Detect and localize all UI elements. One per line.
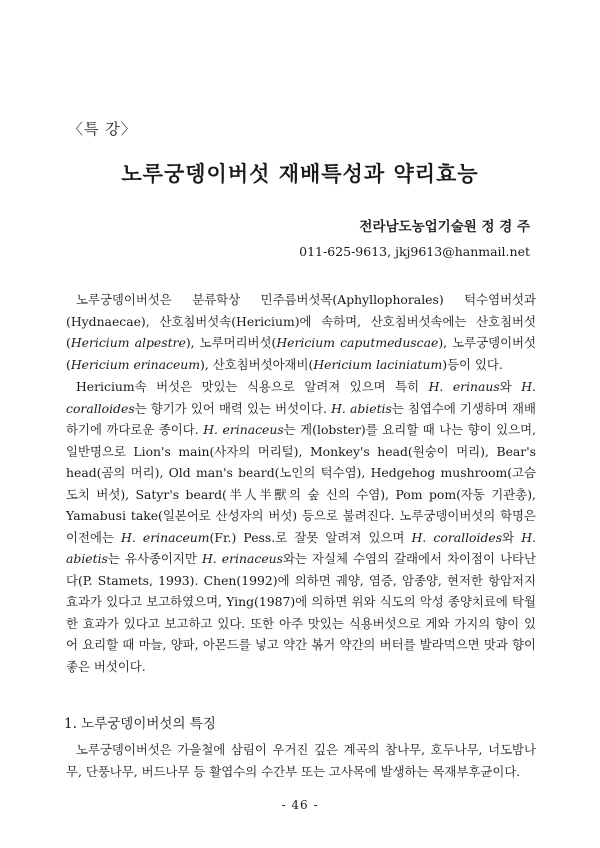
scientific-name: Hericium alpestre bbox=[70, 335, 186, 350]
paragraph-2 bbox=[66, 376, 536, 677]
scientific-name: Hericium laciniatum bbox=[313, 356, 443, 372]
paragraph-text bbox=[66, 376, 536, 677]
section-tag: 〈특 강〉 bbox=[68, 120, 137, 138]
text-run: Hericium속 버섯은 맛있는 식용으로 알려져 있으며 특히 bbox=[76, 379, 429, 394]
scientific-name: H. erinaceus bbox=[201, 551, 283, 566]
text-run: 노루궁뎅이버섯은 가을철에 삼림이 우거진 깊은 계곡의 참나무, 호두나무, 너도밤나무, 단풍나무, 버드나무 등 활엽수의 수간부 또는 고사목에 발생하는 목재부후균이다. bbox=[66, 742, 536, 779]
text-run: 는 유사종이지만 bbox=[107, 551, 202, 566]
paragraph-1 bbox=[66, 289, 536, 375]
text-run: 와 bbox=[499, 379, 522, 394]
scientific-name: H. erinaus bbox=[428, 379, 500, 394]
text-run: )등이 있다. bbox=[442, 356, 503, 372]
text-run: 노루궁뎅이버섯은 분류학상 민주름버섯목(Aphyllophorales) 턱수염버섯과(Hydnaecae), 산호침버섯속(Hericium)에 속하며, 산호침버섯속에는 산호침버섯( bbox=[66, 292, 536, 350]
text-run: 는 게(lobster)를 요리할 때 나는 향이 있으며, 일반명으로 Lion's main(사자의 머리털), Monkey's head(원숭이 머리), Bear's head(곰의 머리), Old man's beard(노인의 턱수염), Hedgehog mushroom(고슴도치 버섯), Satyr's beard(半人半獸의 숲 신의 수염), Pom pom(자동 기관총), Yamabusi take(일본어로 산성자의 버섯) 등으로 불려진다. 노루궁뎅이버섯의 학명은 이전에는 bbox=[66, 422, 536, 545]
text-run: ), 노루머리버섯( bbox=[185, 335, 277, 350]
author-contact: 011-625-9613, jkj9613@hanmail.net bbox=[299, 244, 530, 259]
text-run: (Fr.) Pess.로 잘못 알려져 있으며 bbox=[209, 529, 412, 545]
scientific-name: H. coralloides bbox=[66, 379, 536, 416]
scientific-name: H. erinaceus bbox=[203, 422, 284, 437]
scientific-name: H. erinaceum bbox=[121, 529, 210, 545]
text-run: 와 bbox=[502, 529, 522, 545]
paragraph-text bbox=[66, 289, 536, 375]
scientific-name: Hericium caputmeduscae bbox=[276, 335, 439, 350]
section-heading: 1. 노루궁뎅이버섯의 특징 bbox=[64, 716, 216, 732]
text-run: ), 노루궁뎅이버섯( bbox=[66, 335, 536, 372]
article-title: 노루궁뎅이버섯 재배특성과 약리효능 bbox=[121, 161, 479, 186]
text-run: 는 침엽수에 기생하며 재배하기에 까다로운 종이다. bbox=[66, 400, 536, 437]
text-run: 는 향기가 있어 매력 있는 버섯이다. bbox=[134, 400, 332, 416]
author-name: 전라남도농업기술원 정 경 주 bbox=[359, 219, 530, 235]
scientific-name: H. coralloides bbox=[411, 529, 503, 545]
text-run: ), 산호침버섯아재비( bbox=[200, 356, 314, 372]
text-run: 와는 자실체 수염의 갈래에서 차이점이 나타난다(P. Stamets, 1993). Chen(1992)에 의하면 궤양, 염증, 암종양, 현저한 항암저지 효과가 있다고 보고하였으며, Ying(1987)에 의하면 위와 식도의 악성 종양치료에 탁월한 효과가 있다고 보고하고 있다. 또한 아주 맛있는 식용버섯으로 게와 가지의 향이 있어 요리할 때 마늘, 양파, 아몬드를 넣고 약간 볶거 약간의 버터를 발라먹으면 맛과 향이 좋은 버섯이다. bbox=[66, 551, 536, 674]
scientific-name: H. abietis bbox=[331, 400, 392, 416]
scientific-name: Hericium erinaceum bbox=[70, 356, 201, 372]
paragraph-text bbox=[66, 739, 536, 782]
paragraph-3 bbox=[66, 739, 536, 782]
page-number: - 46 - bbox=[281, 798, 319, 812]
scientific-name: H. abietis bbox=[66, 529, 536, 566]
